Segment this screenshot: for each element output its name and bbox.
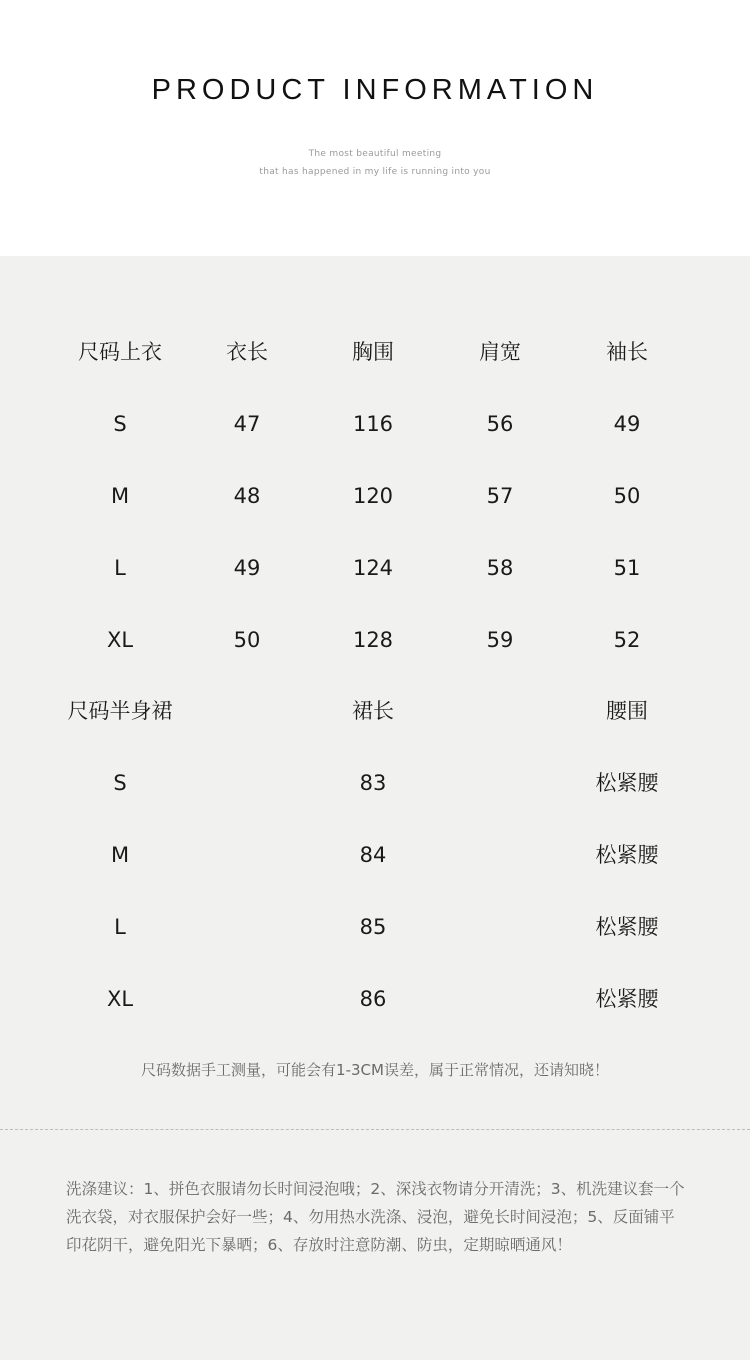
- sleeve-cell: 51: [613, 556, 641, 580]
- chest-cell: 116: [352, 412, 394, 436]
- sleeve-cell: 49: [613, 412, 641, 436]
- chest-cell: 124: [352, 556, 394, 580]
- shoulder-cell: 56: [486, 412, 514, 436]
- shoulder-cell: 59: [486, 628, 514, 652]
- waist-cell: 松紧腰: [595, 843, 659, 867]
- top-header-size: 尺码上衣: [78, 340, 162, 364]
- top-header-length: 衣长: [226, 340, 268, 364]
- size-cell: S: [113, 412, 127, 436]
- skirt-header-size: 尺码半身裙: [67, 699, 173, 723]
- shoulder-cell: 57: [486, 484, 514, 508]
- sleeve-cell: 50: [613, 484, 641, 508]
- measurement-note: 尺码数据手工测量，可能会有1-3CM误差，属于正常情况，还请知晓！: [141, 1061, 609, 1079]
- skirt-length-cell: 85: [359, 915, 387, 939]
- waist-cell: 松紧腰: [595, 771, 659, 795]
- top-header-sleeve: 袖长: [606, 340, 648, 364]
- chest-cell: 120: [352, 484, 394, 508]
- size-cell: L: [114, 556, 126, 580]
- size-cell: S: [113, 771, 127, 795]
- length-cell: 48: [233, 484, 261, 508]
- top-header-shoulder: 肩宽: [479, 340, 521, 364]
- care-instructions: 洗涤建议：1、拼色衣服请勿长时间浸泡哦；2、深浅衣物请分开清洗；3、机洗建议套一个洗衣袋，对衣服保护会好一些；4、勿用热水洗涤、浸泡，避免长时间浸泡；5、反面铺平印花阴干，避免阳光下暴晒；6、存放时注意防潮、防虫，定期晾晒通风！: [66, 1180, 685, 1254]
- size-cell: L: [114, 915, 126, 939]
- top-header-chest: 胸围: [352, 340, 394, 364]
- length-cell: 49: [233, 556, 261, 580]
- shoulder-cell: 58: [486, 556, 514, 580]
- length-cell: 50: [233, 628, 261, 652]
- subtitle-line-2: that has happened in my life is running into you: [259, 167, 491, 177]
- page-title: PRODUCT INFORMATION: [151, 74, 599, 106]
- size-cell: XL: [106, 987, 134, 1011]
- length-cell: 47: [233, 412, 261, 436]
- size-cell: M: [110, 843, 130, 867]
- skirt-length-cell: 83: [359, 771, 387, 795]
- sleeve-cell: 52: [613, 628, 641, 652]
- skirt-length-cell: 84: [359, 843, 387, 867]
- size-cell: M: [110, 484, 130, 508]
- subtitle-line-1: The most beautiful meeting: [308, 149, 442, 159]
- skirt-length-cell: 86: [359, 987, 387, 1011]
- chest-cell: 128: [352, 628, 394, 652]
- size-cell: XL: [106, 628, 134, 652]
- dashed-divider: [0, 1129, 750, 1130]
- waist-cell: 松紧腰: [595, 915, 659, 939]
- skirt-header-length: 裙长: [352, 699, 394, 723]
- skirt-header-waist: 腰围: [606, 699, 648, 723]
- header-panel: [0, 0, 750, 256]
- waist-cell: 松紧腰: [595, 987, 659, 1011]
